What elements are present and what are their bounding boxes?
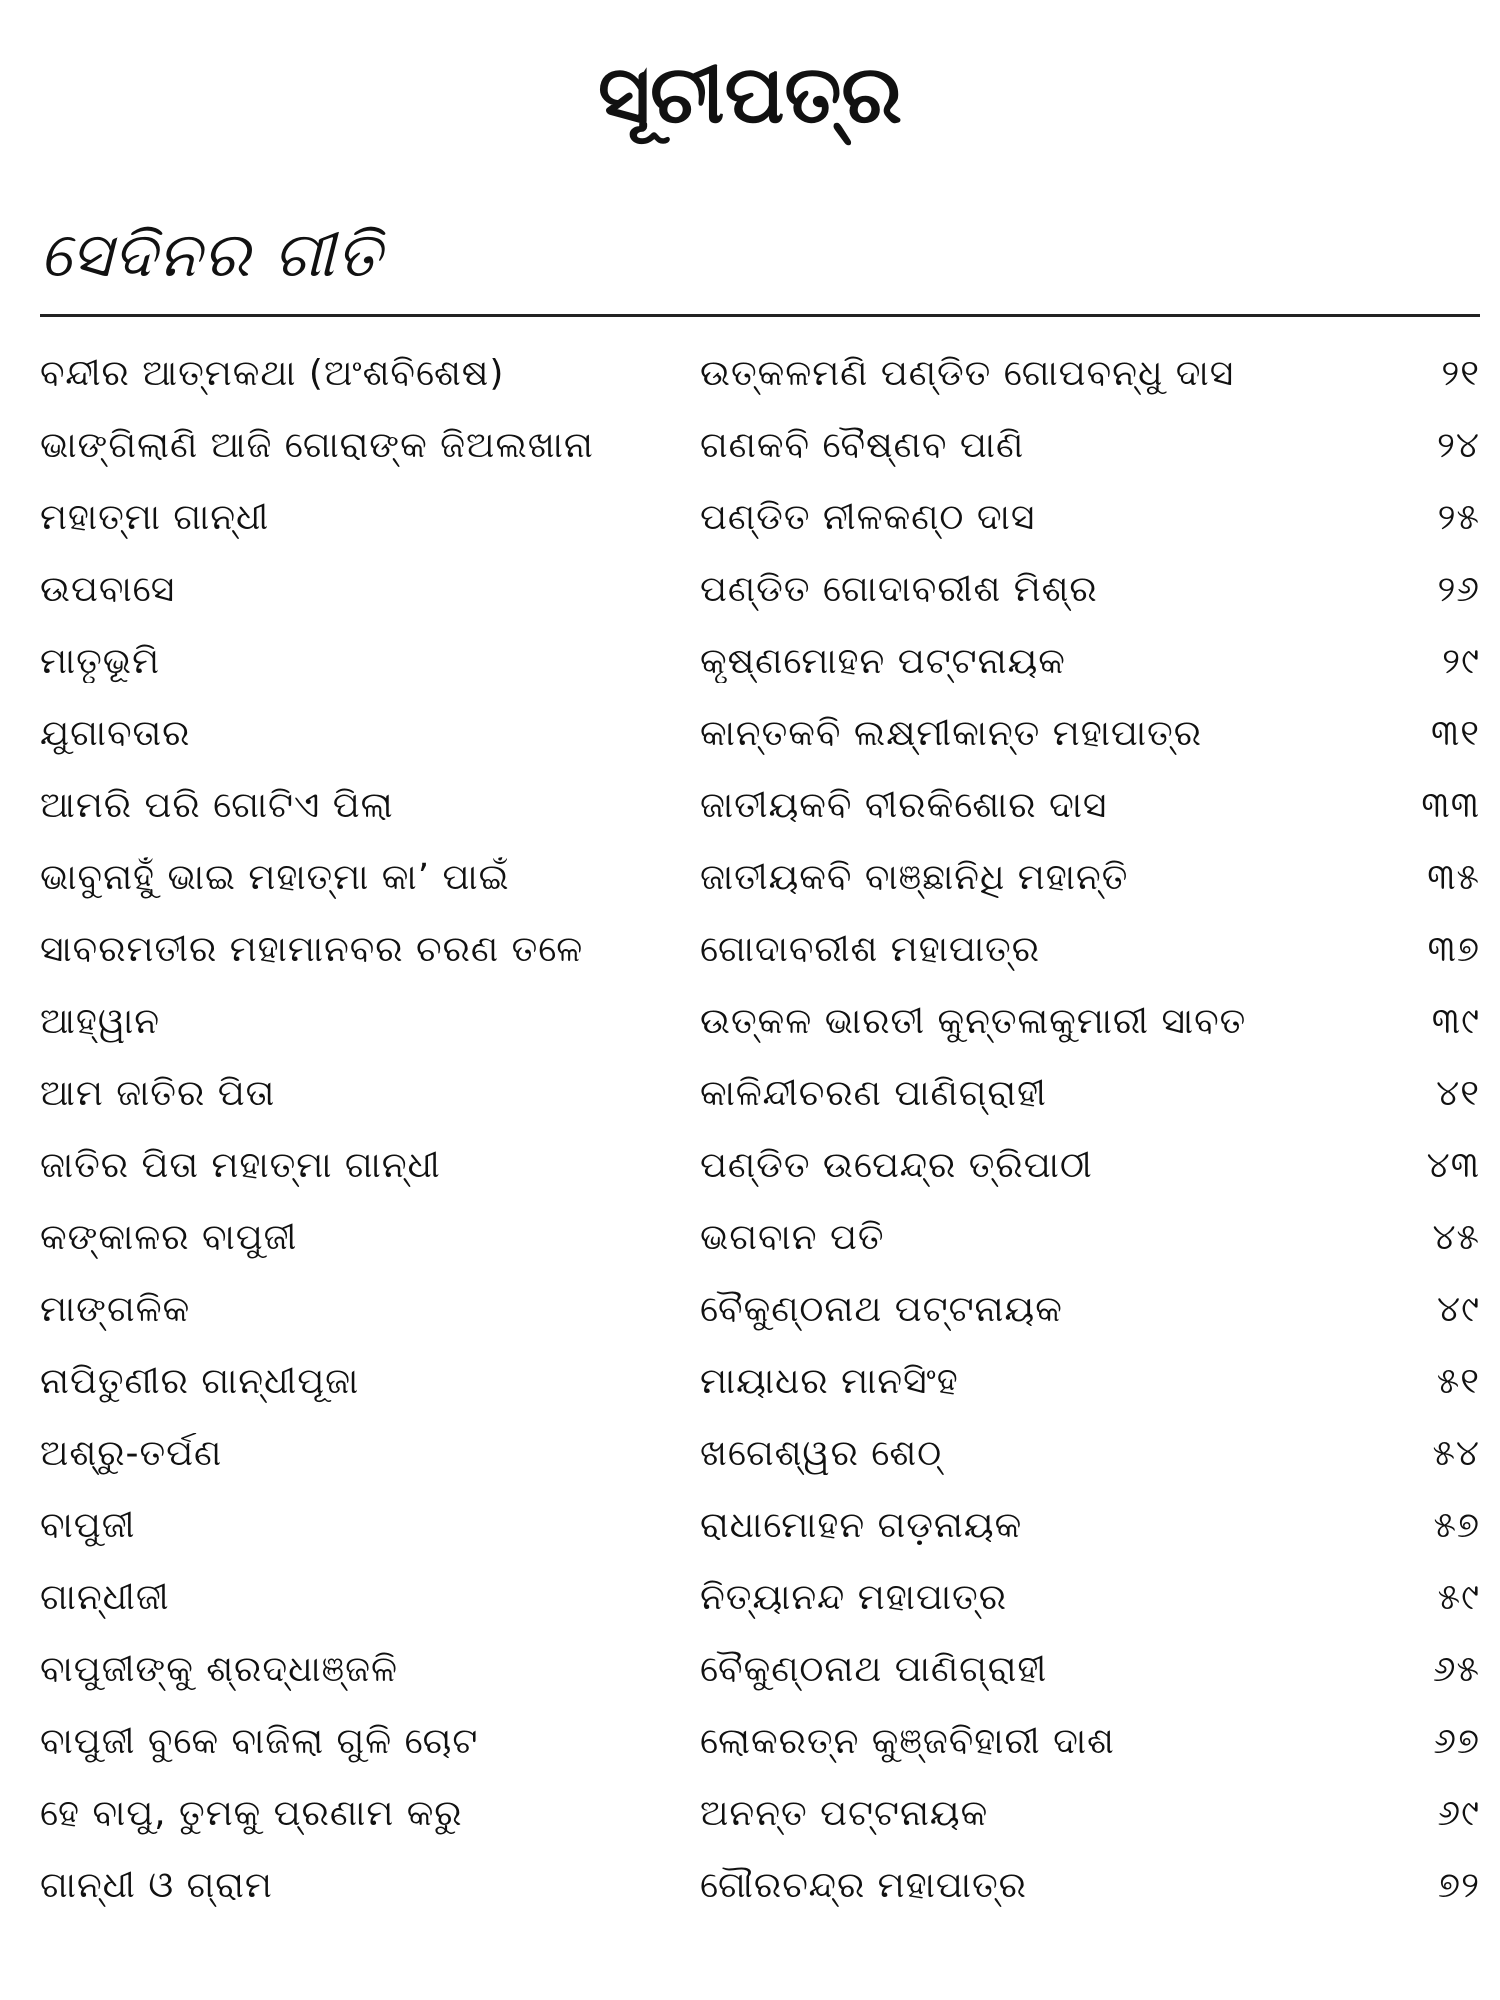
entry-page-number: ୪୫ bbox=[1432, 1217, 1480, 1258]
entry-page-number: ୩୭ bbox=[1427, 929, 1480, 970]
entry-author: ପଣ୍ଡିତ ଉପେନ୍ଦ୍ର ତ୍ରିପାଠୀ bbox=[700, 1145, 1093, 1186]
toc-list bbox=[40, 338, 1480, 1922]
toc-entry bbox=[40, 482, 1480, 554]
entry-title: ସାବରମତୀର ମହାମାନବର ଚରଣ ତଳେ bbox=[40, 929, 584, 970]
entry-page-number: ୬୫ bbox=[1432, 1649, 1480, 1690]
entry-title: ଜାତିର ପିତା ମହାତ୍ମା ଗାନ୍ଧୀ bbox=[40, 1145, 441, 1186]
entry-page-number: ୨୪ bbox=[1436, 425, 1480, 466]
entry-title: ଆହ୍ୱାନ bbox=[40, 1001, 161, 1042]
toc-entry bbox=[40, 1634, 1480, 1706]
entry-page-number: ୩୯ bbox=[1431, 1001, 1480, 1042]
entry-author: ନିତ୍ୟାନନ୍ଦ ମହାପାତ୍ର bbox=[700, 1577, 1007, 1618]
toc-entry bbox=[40, 338, 1480, 410]
entry-author: ଉତ୍କଳମଣି ପଣ୍ଡିତ ଗୋପବନ୍ଧୁ ଦାସ bbox=[700, 353, 1235, 394]
toc-entry bbox=[40, 914, 1480, 986]
toc-entry bbox=[40, 1706, 1480, 1778]
entry-author: କାନ୍ତକବି ଲକ୍ଷ୍ମୀକାନ୍ତ ମହାପାତ୍ର bbox=[700, 713, 1203, 754]
entry-title: ଗାନ୍ଧୀଜୀ bbox=[40, 1577, 170, 1618]
toc-entry bbox=[40, 1202, 1480, 1274]
entry-page-number: ୫୪ bbox=[1432, 1433, 1480, 1474]
entry-page-number: ୭୨ bbox=[1438, 1865, 1480, 1906]
toc-entry bbox=[40, 1490, 1480, 1562]
entry-author: ଭଗବାନ ପତି bbox=[700, 1217, 885, 1258]
entry-title: ବାପୁଜୀ bbox=[40, 1505, 136, 1546]
entry-page-number: ୫୭ bbox=[1433, 1505, 1480, 1546]
entry-author: ଗୌରଚନ୍ଦ୍ର ମହାପାତ୍ର bbox=[700, 1865, 1027, 1906]
entry-title: ଉପବାସେ bbox=[40, 569, 176, 610]
entry-title: ଯୁଗାବତାର bbox=[40, 713, 191, 754]
toc-entry bbox=[40, 1418, 1480, 1490]
entry-page-number: ୫୧ bbox=[1436, 1361, 1480, 1402]
entry-title: ବନ୍ଦୀର ଆତ୍ମକଥା (ଅଂଶବିଶେଷ) bbox=[40, 353, 505, 394]
entry-title: ଆମରି ପରି ଗୋଟିଏ ପିଲା bbox=[40, 785, 394, 826]
entry-author: ଲୋକରତ୍ନ କୁଞ୍ଜବିହାରୀ ଦାଶ bbox=[700, 1721, 1115, 1762]
toc-entry bbox=[40, 770, 1480, 842]
entry-author: ପଣ୍ଡିତ ନୀଳକଣ୍ଠ ଦାସ bbox=[700, 497, 1036, 538]
toc-entry bbox=[40, 986, 1480, 1058]
entry-title: ଗାନ୍ଧୀ ଓ ଗ୍ରାମ bbox=[40, 1865, 273, 1906]
toc-entry bbox=[40, 698, 1480, 770]
toc-entry bbox=[40, 554, 1480, 626]
entry-author: ବୈକୁଣ୍ଠନାଥ ପଟ୍ଟନାୟକ bbox=[700, 1289, 1063, 1330]
entry-author: ଗଣକବି ବୈଷ୍ଣବ ପାଣି bbox=[700, 425, 1025, 466]
toc-entry bbox=[40, 1562, 1480, 1634]
entry-title: ବାପୁଜୀ ବୁକେ ବାଜିଲା ଗୁଳି ଚୋଟ bbox=[40, 1721, 479, 1762]
entry-author: ରାଧାମୋହନ ଗଡ଼ନାୟକ bbox=[700, 1505, 1023, 1546]
section-divider bbox=[40, 314, 1480, 317]
entry-page-number: ୨୫ bbox=[1437, 497, 1480, 538]
entry-page-number: ୩୧ bbox=[1430, 713, 1480, 754]
entry-page-number: ୪୧ bbox=[1436, 1073, 1480, 1114]
entry-author: ଜାତୀୟକବି ବାଞ୍ଛାନିଧି ମହାନ୍ତି bbox=[700, 857, 1129, 898]
toc-entry bbox=[40, 1130, 1480, 1202]
entry-page-number: ୩୩ bbox=[1421, 785, 1480, 826]
entry-title: ମାତୃଭୂମି bbox=[40, 641, 161, 682]
entry-author: ଖଗେଶ୍ୱର ଶେଠ୍ bbox=[700, 1433, 943, 1474]
page-title: ସୂଚୀପତ୍ର bbox=[598, 48, 902, 141]
entry-page-number: ୨୬ bbox=[1437, 569, 1480, 610]
entry-title: ଆମ ଜାତିର ପିତା bbox=[40, 1073, 276, 1114]
entry-title: ମାଙ୍ଗଳିକ bbox=[40, 1289, 191, 1330]
entry-author: ଗୋଦାବରୀଶ ମହାପାତ୍ର bbox=[700, 929, 1040, 970]
entry-page-number: ୨୧ bbox=[1441, 353, 1480, 394]
entry-page-number: ୩୫ bbox=[1427, 857, 1480, 898]
entry-page-number: ୫୯ bbox=[1437, 1577, 1480, 1618]
entry-author: କାଳିନ୍ଦୀଚରଣ ପାଣିଗ୍ରାହୀ bbox=[700, 1073, 1047, 1114]
entry-page-number: ୨୯ bbox=[1442, 641, 1480, 682]
toc-entry bbox=[40, 1850, 1480, 1922]
entry-author: କୃଷ୍ଣମୋହନ ପଟ୍ଟନାୟକ bbox=[700, 641, 1066, 682]
entry-title: ଭାଙ୍ଗିଲାଣି ଆଜି ଗୋରାଙ୍କ ଜିଅଲଖାନା bbox=[40, 425, 594, 466]
entry-author: ପଣ୍ଡିତ ଗୋଦାବରୀଶ ମିଶ୍ର bbox=[700, 569, 1098, 610]
entry-title: ନାପିତୁଣୀର ଗାନ୍ଧୀପୂଜା bbox=[40, 1361, 360, 1402]
entry-author: ବୈକୁଣ୍ଠନାଥ ପାଣିଗ୍ରାହୀ bbox=[700, 1649, 1048, 1690]
toc-entry bbox=[40, 410, 1480, 482]
entry-page-number: ୪୯ bbox=[1437, 1289, 1480, 1330]
entry-title: ହେ ବାପୁ, ତୁମକୁ ପ୍ରଣାମ କରୁ bbox=[40, 1793, 463, 1834]
entry-author: ମାୟାଧର ମାନସିଂହ bbox=[700, 1361, 959, 1402]
entry-page-number: ୬୭ bbox=[1433, 1721, 1480, 1762]
toc-entry bbox=[40, 1058, 1480, 1130]
entry-author: ଜାତୀୟକବି ବୀରକିଶୋର ଦାସ bbox=[700, 785, 1108, 826]
entry-author: ଉତ୍କଳ ଭାରତୀ କୁନ୍ତଳାକୁମାରୀ ସାବତ bbox=[700, 1001, 1247, 1042]
entry-page-number: ୪୩ bbox=[1426, 1145, 1480, 1186]
entry-title: ମହାତ୍ମା ଗାନ୍ଧୀ bbox=[40, 497, 270, 538]
entry-title: କଙ୍କାଳର ବାପୁଜୀ bbox=[40, 1217, 298, 1258]
toc-entry bbox=[40, 1778, 1480, 1850]
entry-author: ଅନନ୍ତ ପଟ୍ଟନାୟକ bbox=[700, 1793, 989, 1834]
toc-entry bbox=[40, 842, 1480, 914]
entry-title: ଅଶ୍ରୁ-ତର୍ପଣ bbox=[40, 1433, 223, 1474]
entry-title: ବାପୁଜୀଙ୍କୁ ଶ୍ରଦ୍ଧାଞ୍ଜଳି bbox=[40, 1649, 399, 1690]
section-heading: ସେଦିନର ଗୀତି bbox=[40, 218, 383, 291]
toc-entry bbox=[40, 626, 1480, 698]
toc-entry bbox=[40, 1274, 1480, 1346]
entry-title: ଭାବୁନାହୁଁ ଭାଇ ମହାତ୍ମା କା’ ପାଇଁ bbox=[40, 857, 510, 898]
entry-page-number: ୬୯ bbox=[1437, 1793, 1480, 1834]
toc-entry bbox=[40, 1346, 1480, 1418]
